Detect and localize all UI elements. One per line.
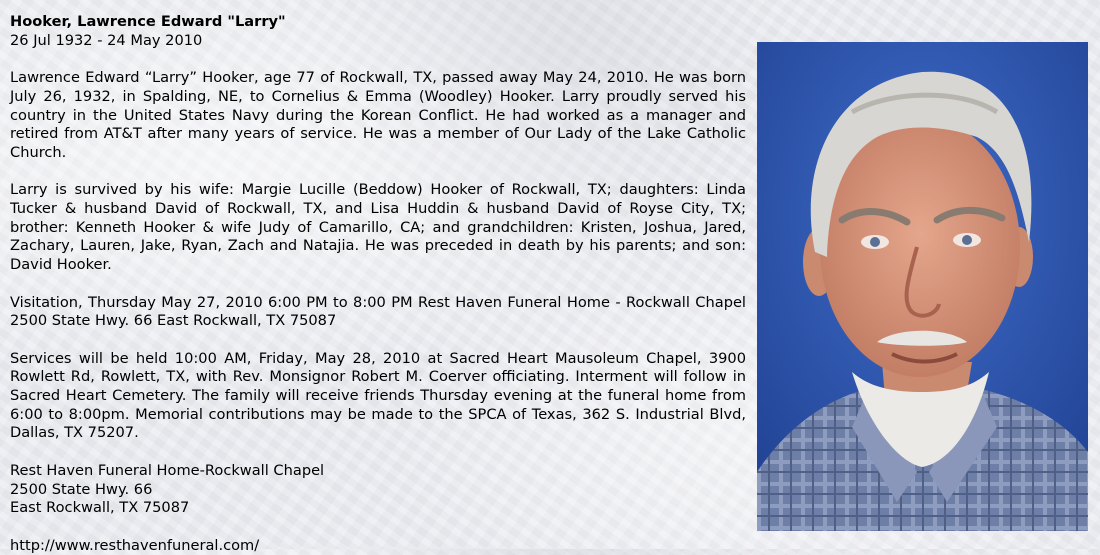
funeral-home-name: Rest Haven Funeral Home-Rockwall Chapel [10,461,325,479]
portrait-illustration [757,42,1088,531]
obituary-dates: 26 Jul 1932 - 24 May 2010 [10,31,203,49]
funeral-home-street: 2500 State Hwy. 66 [10,480,153,498]
obituary-paragraph-services: Services will be held 10:00 AM, Friday, May 28, 2010 at Sacred Heart Mausoleum Chapel, 3900 Rowlett Rd, Rowlett, TX, with Rev. Monsignor Robert M. Coerver officiating. Interment will follow in Sacred Heart Cemetery. The family will receive friends Thursday evening at the funeral home from 6:00 to 8:00pm. Memorial contributions may be made to the SPCA of Texas, 362 S. Industrial Blvd, Dallas, TX 75207. [10,349,746,442]
obituary-paragraph-visitation: Visitation, Thursday May 27, 2010 6:00 PM to 8:00 PM Rest Haven Funeral Home - Rockwall Chapel 2500 State Hwy. 66 East Rockwall, TX 75087 [10,293,746,330]
funeral-home-url[interactable]: http://www.resthavenfuneral.com/ [10,536,260,554]
funeral-home-city: East Rockwall, TX 75087 [10,499,190,517]
obituary-paragraph-survivors: Larry is survived by his wife: Margie Lucille (Beddow) Hooker of Rockwall, TX; daughters: Linda Tucker & husband David of Rockwall, TX, and Lisa Huddin & husband David of Royse City, TX; brother: Kenneth Hooker & wife Judy of Camarillo, CA; and grandchildren: Kristen, Joshua, Jared, Zachary, Lauren, Jake, Ryan, Zach and Natajia. He was preceded in death by his parents; and son: David Hooker. [10,181,746,274]
obituary-name: Hooker, Lawrence Edward "Larry" [10,13,286,30]
portrait-photo [757,42,1088,531]
obituary-paragraph-biography: Lawrence Edward “Larry” Hooker, age 77 of Rockwall, TX, passed away May 24, 2010. He was born July 26, 1932, in Spalding, NE, to Cornelius & Emma (Woodley) Hooker. Larry proudly served his country in the United States Navy during the Korean Conflict. He had worked as a manager and retired from AT&T after many years of service. He was a member of Our Lady of the Lake Catholic Church. [10,69,746,161]
obituary-text [10,13,746,555]
funeral-home-address [10,462,746,518]
